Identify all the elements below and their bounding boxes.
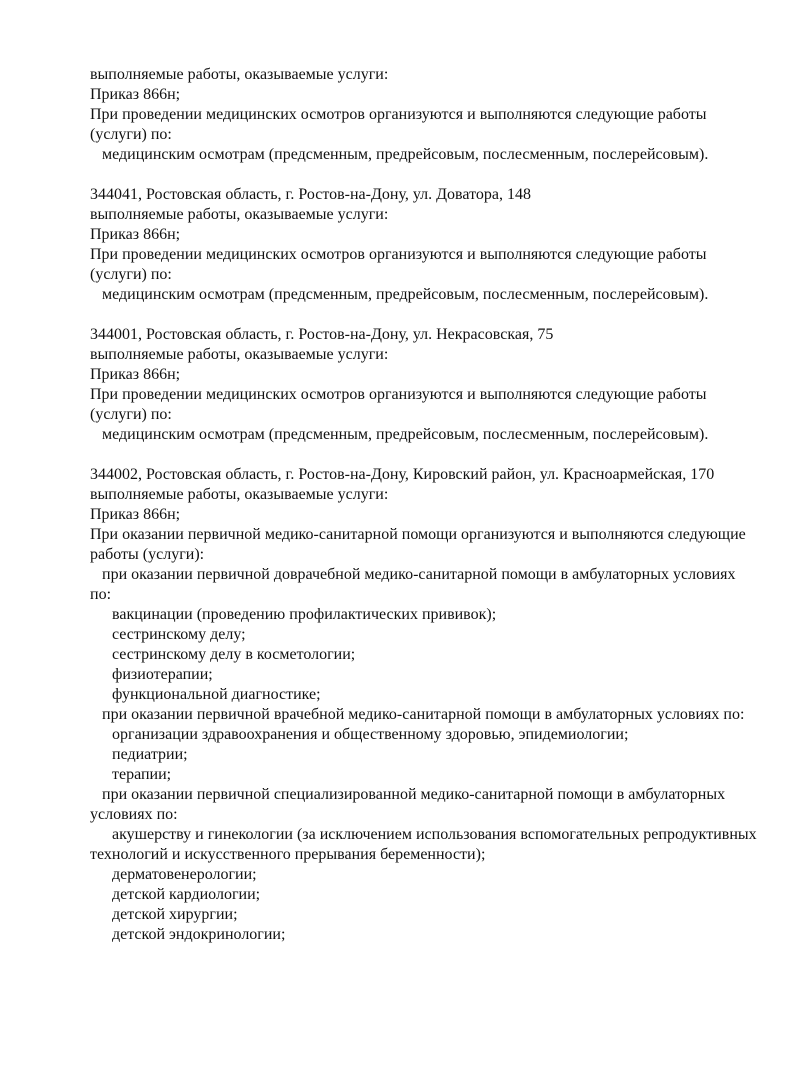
works-description-line: (услуги) по: bbox=[90, 406, 172, 423]
order-reference: Приказ 866н; bbox=[90, 226, 181, 243]
order-reference: Приказ 866н; bbox=[90, 506, 181, 523]
license-entry-344001 bbox=[90, 325, 772, 445]
service-item: педиатрии; bbox=[112, 746, 188, 763]
license-entry-344002 bbox=[90, 465, 772, 945]
works-description-line: работы (услуги): bbox=[90, 546, 205, 563]
service-item: организации здравоохранения и общественному здоровью, эпидемиологии; bbox=[112, 726, 629, 743]
works-services-heading: выполняемые работы, оказываемые услуги: bbox=[90, 66, 389, 83]
service-item: сестринскому делу; bbox=[112, 626, 246, 643]
service-category: при оказании первичной доврачебной медико-санитарной помощи в амбулаторных условиях bbox=[102, 566, 736, 583]
works-description-line: При проведении медицинских осмотров организуются и выполняются следующие работы bbox=[90, 106, 707, 123]
address-line: 344001, Ростовская область, г. Ростов-на-Дону, ул. Некрасовская, 75 bbox=[90, 326, 554, 343]
service-item: детской кардиологии; bbox=[112, 886, 261, 903]
license-entry-344041 bbox=[90, 185, 772, 305]
order-reference: Приказ 866н; bbox=[90, 86, 181, 103]
service-item: физиотерапии; bbox=[112, 666, 213, 683]
works-description-line: (услуги) по: bbox=[90, 126, 172, 143]
service-item: детской эндокринологии; bbox=[112, 926, 286, 943]
address-line: 344002, Ростовская область, г. Ростов-на-Дону, Кировский район, ул. Красноармейская, 170 bbox=[90, 466, 715, 483]
works-description-line: При оказании первичной медико-санитарной помощи организуются и выполняются следующие bbox=[90, 526, 746, 543]
service-category: медицинским осмотрам (предсменным, предрейсовым, послесменным, послерейсовым). bbox=[102, 286, 709, 303]
works-description-line: При проведении медицинских осмотров организуются и выполняются следующие работы bbox=[90, 246, 707, 263]
service-item: дерматовенерологии; bbox=[112, 866, 257, 883]
works-services-heading: выполняемые работы, оказываемые услуги: bbox=[90, 486, 389, 503]
works-services-heading: выполняемые работы, оказываемые услуги: bbox=[90, 206, 389, 223]
order-reference: Приказ 866н; bbox=[90, 366, 181, 383]
license-entry-continuation bbox=[90, 65, 772, 165]
service-item: вакцинации (проведению профилактических прививок); bbox=[112, 606, 497, 623]
service-category: при оказании первичной врачебной медико-санитарной помощи в амбулаторных условиях по: bbox=[102, 706, 745, 723]
service-item: функциональной диагностике; bbox=[112, 686, 321, 703]
service-category: медицинским осмотрам (предсменным, предрейсовым, послесменным, послерейсовым). bbox=[102, 146, 709, 163]
works-description-line: При проведении медицинских осмотров организуются и выполняются следующие работы bbox=[90, 386, 707, 403]
works-description-line: технологий и искусственного прерывания беременности); bbox=[90, 846, 486, 863]
service-item: акушерству и гинекологии (за исключением использования вспомогательных репродуктивных bbox=[112, 826, 757, 843]
service-item: сестринскому делу в косметологии; bbox=[112, 646, 356, 663]
works-description-line: (услуги) по: bbox=[90, 266, 172, 283]
service-item: детской хирургии; bbox=[112, 906, 238, 923]
service-category: при оказании первичной специализированной медико-санитарной помощи в амбулаторных bbox=[102, 786, 726, 803]
works-description-line: условиях по: bbox=[90, 806, 178, 823]
service-category: медицинским осмотрам (предсменным, предрейсовым, послесменным, послерейсовым). bbox=[102, 426, 709, 443]
works-services-heading: выполняемые работы, оказываемые услуги: bbox=[90, 346, 389, 363]
works-description-line: по: bbox=[90, 586, 112, 603]
address-line: 344041, Ростовская область, г. Ростов-на-Дону, ул. Доватора, 148 bbox=[90, 186, 531, 203]
service-item: терапии; bbox=[112, 766, 172, 783]
